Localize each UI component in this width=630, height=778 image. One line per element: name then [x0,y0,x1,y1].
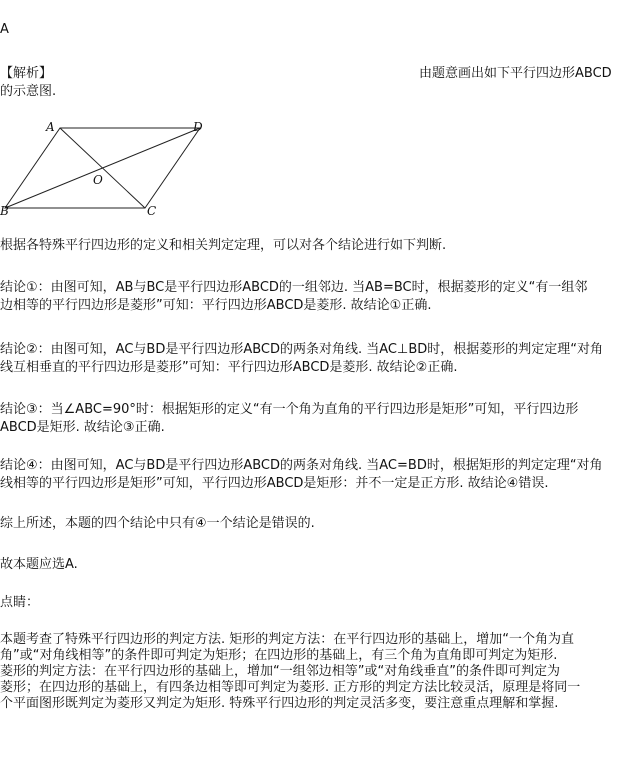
vertex-label-d: D [193,120,203,134]
analysis-label: 【解析】 [0,66,53,81]
vertex-label-b: B [0,204,9,218]
final-answer: 故本题应选A. [0,557,78,572]
analysis-intro: 由题意画出如下平行四边形ABCD [419,66,612,81]
conclusion-1-line-1: 结论①：由图可知，AB与BC是平行四边形ABCD的一组邻边. 当AB=BC时，根据菱形的定义“有一组邻 [0,280,588,295]
conclusion-4-line-1: 结论④：由图可知，AC与BD是平行四边形ABCD的两条对角线. 当AC=BD时，根据矩形的判定定理“对角 [0,458,603,473]
conclusion-2-line-2: 线互相垂直的平行四边形是菱形”可知：平行四边形ABCD是菱形. 故结论②正确. [0,360,458,375]
conclusion-3-line-2: ABCD是矩形. 故结论③正确. [0,420,165,435]
conclusion-3 [0,401,578,437]
vertex-label-a: A [46,120,55,134]
conclusion-2-line-1: 结论②：由图可知，AC与BD是平行四边形ABCD的两条对角线. 当AC⊥BD时，根据菱形的判定定理“对角 [0,342,603,357]
remark-line-5: 个平面图形既判定为菱形又判定为矩形. 特殊平行四边形的判定灵活多变，要注意重点理解和掌握. [0,696,559,711]
conclusion-1-line-2: 边相等的平行四边形是菱形”可知：平行四边形ABCD是菱形. 故结论①正确. [0,298,432,313]
intro-paragraph: 根据各特殊平行四边形的定义和相关判定定理，可以对各个结论进行如下判断. [0,238,447,253]
remark-line-2: 角”或“对角线相等”的条件即可判定为矩形；在四边形的基础上，有三个角为直角即可判定为矩形. [0,648,558,663]
conclusion-4-line-2: 线相等的平行四边形是矩形”可知，平行四边形ABCD是矩形：并不一定是正方形. 故结论④错误. [0,476,549,491]
remark-label: 点睛： [0,595,40,610]
diagonal-bd [5,128,200,208]
conclusion-2 [0,341,603,377]
remark-body [0,632,580,712]
remark-line-3: 菱形的判定方法：在平行四边形的基础上，增加“一组邻边相等”或“对角线垂直”的条件即可判定为 [0,664,560,679]
remark-line-4: 菱形；在四边形的基础上，有四条边相等即可判定为菱形. 正方形的判定方法比较灵活，原理是将同一 [0,680,581,695]
remark-line-1: 本题考查了特殊平行四边形的判定方法. 矩形的判定方法：在平行四边形的基础上，增加“一个角为直 [0,632,575,647]
answer-letter: A [0,22,9,37]
center-label-o: O [93,173,103,187]
vertex-label-c: C [147,204,157,218]
parallelogram-diagram [0,118,215,220]
conclusion-1 [0,279,587,315]
analysis-intro-continued: 的示意图. [0,84,57,99]
conclusion-3-line-1: 结论③：当∠ABC=90°时：根据矩形的定义“有一个角为直角的平行四边形是矩形”可知，平行四边形 [0,402,579,417]
summary: 综上所述，本题的四个结论中只有④一个结论是错误的. [0,516,315,531]
conclusion-4 [0,457,603,493]
